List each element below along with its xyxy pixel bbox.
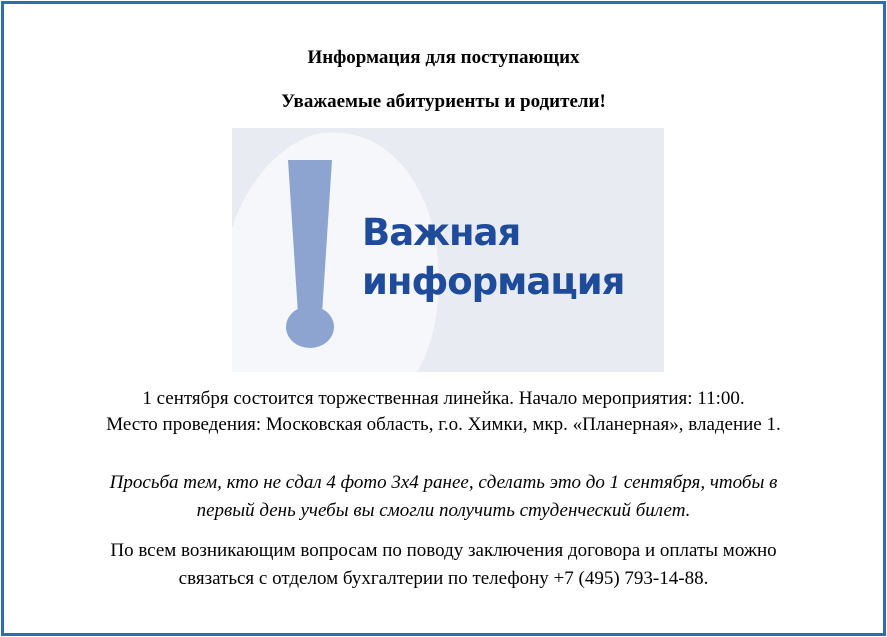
photo-request-line-2: первый день учебы вы смогли получить студенческий билет. (196, 500, 691, 521)
event-line-1: 1 сентября состоится торжественная линейка. Начало мероприятия: 11:00. (142, 388, 745, 409)
contacts-line-2: связаться с отделом бухгалтерии по телефону +7 (495) 793-14-88. (178, 568, 709, 589)
banner-text-line-2: информация (362, 260, 625, 303)
notice-title: Информация для поступающих (307, 47, 580, 68)
event-line-2: Место проведения: Московская область, г.о. Химки, мкр. «Планерная», владение 1. (106, 414, 781, 435)
contacts-paragraph (0, 537, 887, 593)
important-info-banner (232, 128, 664, 372)
banner-text (362, 208, 624, 306)
photo-request-line-1: Просьба тем, кто не сдал 4 фото 3х4 ранее, сделать это до 1 сентября, чтобы в (109, 472, 778, 493)
event-paragraph (0, 386, 887, 438)
notice-greeting: Уважаемые абитуриенты и родители! (281, 91, 606, 112)
banner-text-line-1: Важная (362, 211, 521, 254)
photo-request-paragraph (0, 469, 887, 525)
contacts-line-1: По всем возникающим вопросам по поводу заключения договора и оплаты можно (110, 540, 777, 561)
